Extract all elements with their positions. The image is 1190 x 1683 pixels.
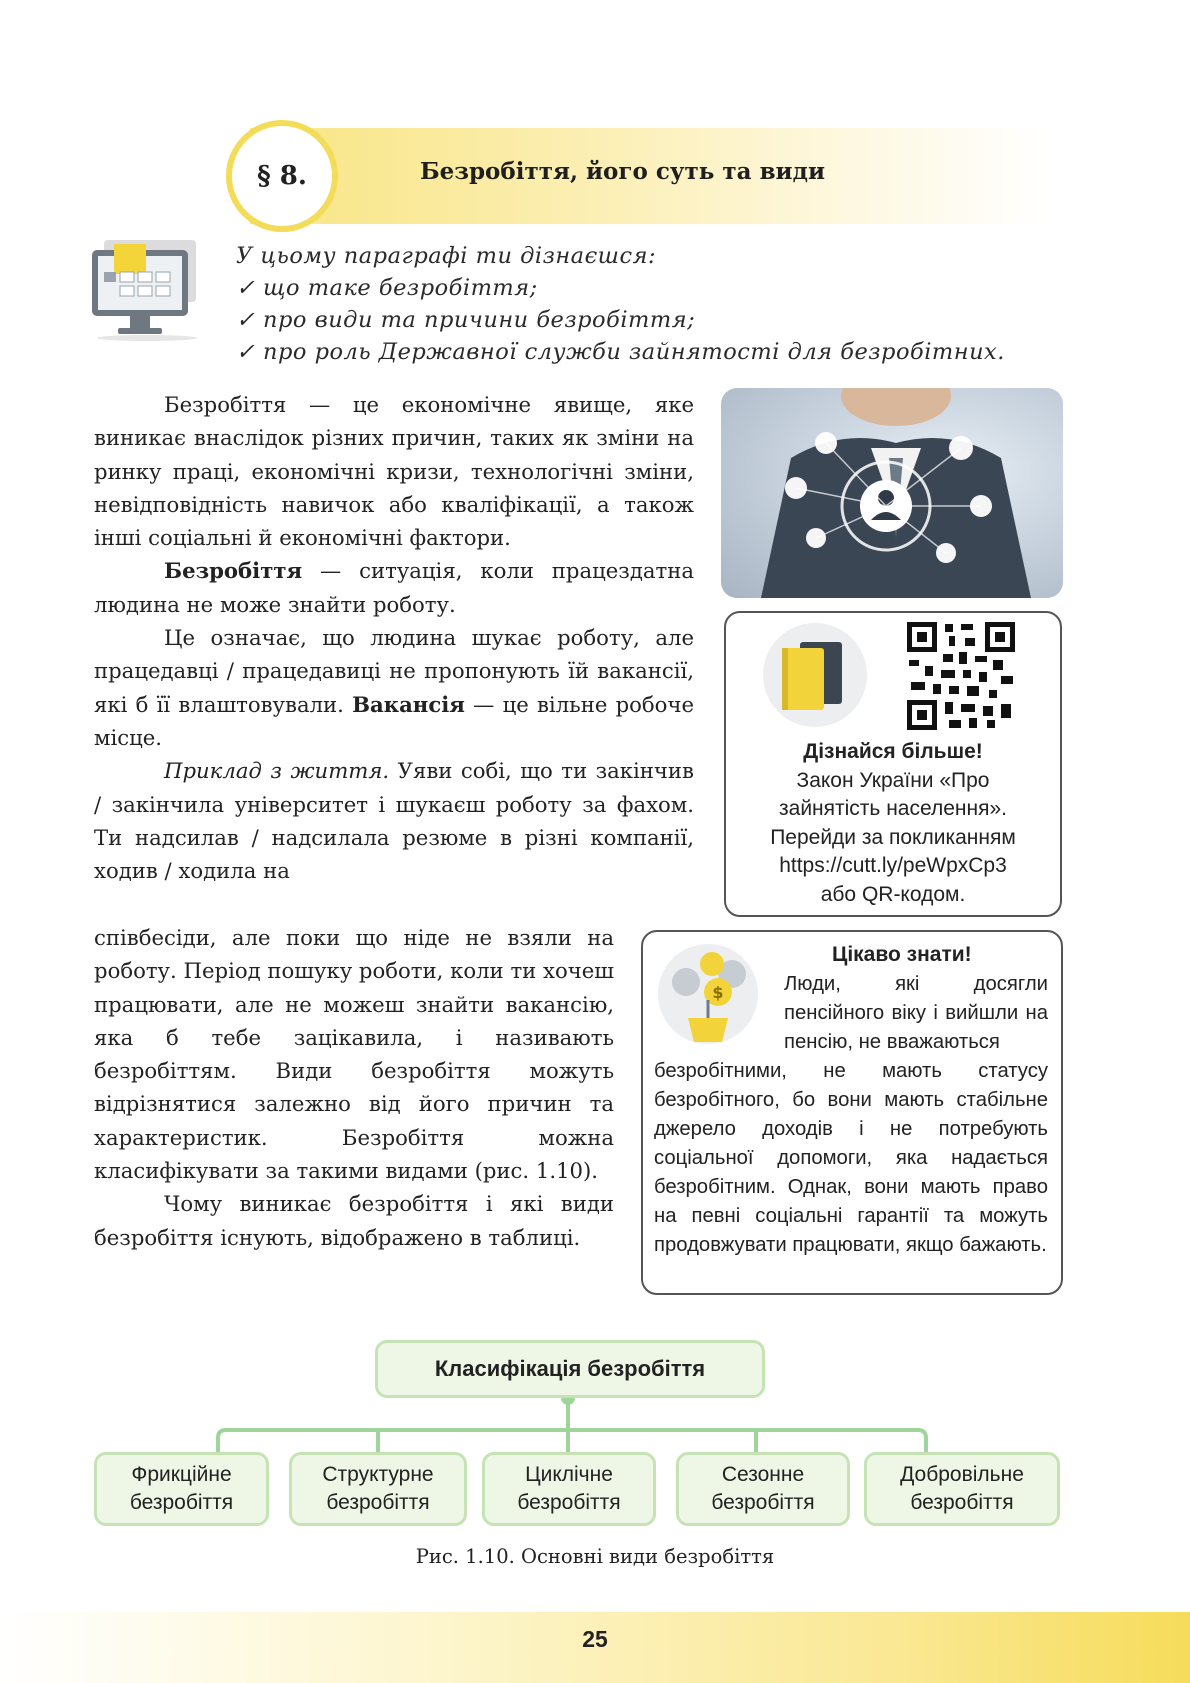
interesting-fact-text: Люди, які досягли пенсійного віку і вийшли на пенсію, не вважаються (784, 973, 1048, 1053)
businessman-network-photo (721, 388, 1063, 598)
intro-item: ✓ про роль Державної служби зайнятості для безробітних. (236, 339, 1005, 365)
learn-more-link[interactable]: https://cutt.ly/peWpxCp3 (779, 854, 1007, 877)
page-number: 25 (582, 1626, 608, 1652)
learn-more-line: зайнятість населення». (779, 797, 1007, 820)
computer-screen-icon (90, 238, 204, 342)
body-text-lower (94, 921, 614, 1254)
paragraph-table-ref: Чому виникає безробіття і які види безробіття існують, відображено в таблиці. (94, 1191, 614, 1250)
paragraph-vacancy: Це означає, що людина шукає роботу, але працедавці / працедавиці не пропонують їй вакансії, які б її влаштовували. Вакансія — це вільне робоче місце. (94, 625, 694, 750)
section-title: Безробіття, його суть та види (420, 158, 826, 185)
learn-more-line: Закон України «Про (796, 768, 990, 792)
intro-item: ✓ про види та причини безробіття; (236, 307, 696, 333)
network-illustration (721, 388, 1063, 598)
intro-item: ✓ що таке безробіття; (236, 275, 538, 301)
paragraph-example: Приклад з життя. Уяви собі, що ти закінчив / закінчила університет і шукаєш роботу за фахом. Ти надсилав / надсилала резюме в різні компанії, ходив / ходила на (94, 758, 694, 884)
interesting-fact-title: Цікаво знати! (832, 943, 972, 966)
diagram-root-node: Класифікація безробіття (375, 1340, 765, 1398)
learn-more-line: або QR-кодом. (820, 882, 966, 906)
book-icon (760, 620, 870, 730)
paragraph-definition: Безробіття — це економічне явище, яке виникає внаслідок різних причин, таких як зміни на ринку праці, економічні кризи, технологічні зміни, невідповідність навичок або кваліфікації, а також інші соціальні й економічні фактори. (94, 392, 694, 551)
figure-caption: Рис. 1.10. Основні види безробіття (415, 1545, 775, 1568)
term-unemployment: Безробіття (164, 558, 303, 584)
interesting-fact-text-cont: безробітними, не мають статусу безробітного, бо вони мають стабільне джерело доходів і не потребують соціальної допомоги, яка надається безробітним. Однак, вони мають право на певні соціальні гарантії та можуть продовжувати працювати, якщо бажають. (654, 1060, 1048, 1256)
diagram-node-frictional: Фрикційне безробіття (94, 1452, 269, 1526)
svg-text:$: $ (712, 983, 724, 1002)
paragraph-term: Безробіття — ситуація, коли працездатна людина не може знайти роботу. (94, 558, 694, 617)
learn-more-title: Дізнайся більше! (803, 740, 983, 763)
diagram-node-voluntary: Добровільне безробіття (864, 1452, 1060, 1526)
diagram-node-seasonal: Сезонне безробіття (676, 1452, 850, 1526)
diagram-node-cyclical: Циклічне безробіття (482, 1452, 656, 1526)
body-text-upper (94, 388, 694, 887)
example-lead: Приклад з життя. (164, 758, 390, 784)
intro-list (236, 240, 1116, 368)
learn-more-text (724, 738, 1062, 909)
money-plant-icon (656, 942, 762, 1050)
section-number: § 8. (257, 161, 307, 191)
section-number-badge (226, 120, 338, 232)
learn-more-line: Перейди за покликанням (770, 825, 1016, 849)
intro-lead: У цьому параграфі ти дізнаєшся: (236, 243, 657, 269)
qr-code-icon[interactable] (905, 620, 1017, 732)
diagram-node-structural: Структурне безробіття (289, 1452, 467, 1526)
term-vacancy: Вакансія (352, 691, 465, 717)
paragraph-example-cont: співбесіди, але поки що ніде не взяли на роботу. Період пошуку роботи, коли ти хочеш працювати, але не можеш знайти вакансію, яка б тебе зацікавила, і називають безробіттям. Види безробіття можуть відрізнятися залежно від його причин та характеристик. Безробіття можна класифікувати за такими видами (рис. 1.10). (94, 925, 614, 1184)
